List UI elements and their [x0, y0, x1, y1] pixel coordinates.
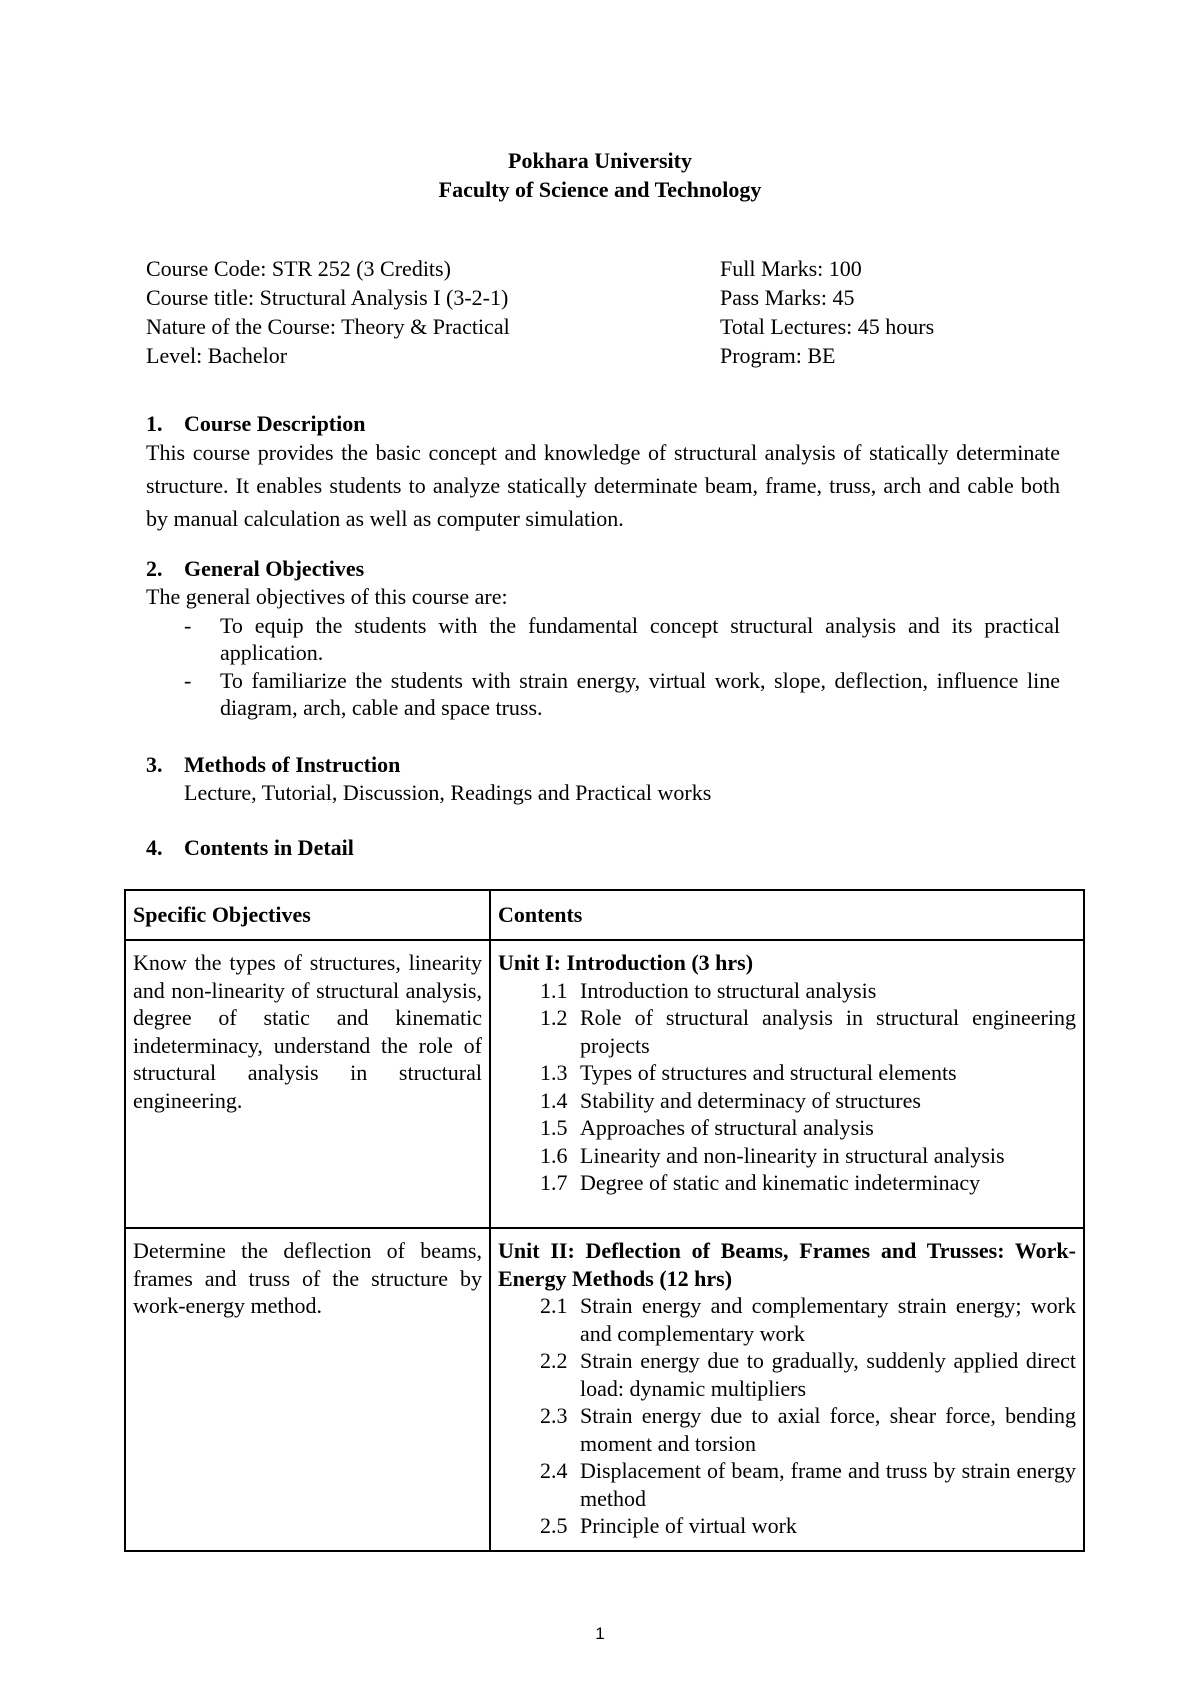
header-specific-objectives: Specific Objectives [125, 890, 490, 940]
item-number: 1.3 [540, 1060, 568, 1085]
item-number: 2.4 [540, 1458, 568, 1483]
document-header [0, 147, 1200, 205]
page-number: 1 [595, 1624, 605, 1643]
item-text: Introduction to structural analysis [580, 977, 877, 1003]
dash-marker: - [184, 613, 192, 638]
unit-title: Unit I: Introduction (3 hrs) [498, 950, 754, 975]
list-item [498, 1004, 1076, 1059]
course-code: Course Code: STR 252 (3 Credits) [146, 256, 451, 281]
section-number: 2. [146, 556, 163, 581]
item-text: Types of structures and structural elements [580, 1060, 957, 1085]
item-number: 1.1 [540, 977, 568, 1003]
table-row [125, 1228, 1084, 1551]
course-description-text: This course provides the basic concept and knowledge of structural analysis of statically determinate structure. It enables students to analyze statically determinate beam, frame, truss, arch and cable both by manual calculation as well as computer simulation. [146, 440, 1060, 531]
section-2-heading [146, 555, 364, 583]
faculty-name: Faculty of Science and Technology [438, 177, 762, 202]
table-header-row [125, 890, 1084, 940]
list-item [498, 1087, 1076, 1115]
section-number: 4. [146, 835, 163, 860]
item-text: Degree of static and kinematic indeterminacy [580, 1170, 981, 1195]
section-number: 1. [146, 411, 163, 436]
list-item [498, 1292, 1076, 1347]
unit-title: Unit II: Deflection of Beams, Frames and Trusses: Work-Energy Methods (12 hrs) [498, 1238, 1076, 1291]
objective-text: To equip the students with the fundamental concept structural analysis and its practical application. [220, 613, 1060, 665]
program: Program: BE [720, 343, 836, 368]
objective-bullet [184, 612, 1060, 666]
item-number: 2.3 [540, 1403, 568, 1428]
contents-table [124, 889, 1085, 1552]
course-level: Level: Bachelor [146, 343, 288, 368]
item-number: 1.2 [540, 1005, 568, 1030]
course-nature: Nature of the Course: Theory & Practical [146, 314, 510, 339]
item-text: Approaches of structural analysis [580, 1115, 874, 1140]
section-title: Contents in Detail [184, 835, 354, 860]
list-item [498, 1142, 1076, 1170]
item-text: Linearity and non-linearity in structural analysis [580, 1142, 1005, 1168]
course-title: Course title: Structural Analysis I (3-2-1) [146, 285, 509, 310]
item-text: Stability and determinacy of structures [580, 1087, 921, 1113]
contents-cell [490, 1228, 1084, 1551]
item-number: 2.1 [540, 1293, 568, 1318]
section-3-heading [146, 751, 400, 779]
objective-cell: Know the types of structures, linearity and non-linearity of structural analysis, degree of static and kinematic indeterminacy, understand the role of structural analysis in structural engineering. [125, 940, 490, 1228]
list-item [498, 1402, 1076, 1457]
methods-of-instruction-text: Lecture, Tutorial, Discussion, Readings and Practical works [184, 780, 712, 805]
list-item [498, 1114, 1076, 1142]
dash-marker: - [184, 668, 192, 693]
total-lectures: Total Lectures: 45 hours [720, 314, 935, 339]
section-title: General Objectives [184, 556, 365, 581]
item-text: Principle of virtual work [580, 1513, 797, 1538]
list-item [498, 1457, 1076, 1512]
section-number: 3. [146, 752, 163, 777]
item-number: 2.2 [540, 1348, 568, 1373]
item-number: 1.4 [540, 1087, 568, 1113]
list-item [498, 1059, 1076, 1087]
objective-bullet [184, 667, 1060, 721]
full-marks: Full Marks: 100 [720, 256, 862, 281]
university-name: Pokhara University [508, 148, 692, 173]
pass-marks: Pass Marks: 45 [720, 285, 855, 310]
contents-cell [490, 940, 1084, 1228]
list-item [498, 1347, 1076, 1402]
objective-text: To familiarize the students with strain energy, virtual work, slope, deflection, influence line diagram, arch, cable and space truss. [220, 668, 1060, 720]
item-text: Strain energy due to gradually, suddenly applied direct load: dynamic multipliers [580, 1348, 1076, 1401]
item-text: Strain energy and complementary strain energy; work and complementary work [580, 1293, 1076, 1346]
section-title: Course Description [184, 411, 366, 436]
item-number: 1.5 [540, 1115, 568, 1140]
table-row [125, 940, 1084, 1228]
item-text: Displacement of beam, frame and truss by strain energy method [580, 1458, 1076, 1511]
header-contents: Contents [490, 890, 1084, 940]
objective-cell: Determine the deflection of beams, frames and truss of the structure by work-energy method. [125, 1228, 490, 1551]
course-meta [146, 255, 1106, 371]
item-text: Role of structural analysis in structural engineering projects [580, 1005, 1076, 1058]
section-title: Methods of Instruction [184, 752, 401, 777]
item-text: Strain energy due to axial force, shear force, bending moment and torsion [580, 1403, 1076, 1456]
objectives-intro: The general objectives of this course are: [146, 584, 508, 609]
list-item [498, 1169, 1076, 1197]
item-number: 2.5 [540, 1513, 568, 1538]
section-4-heading [146, 834, 354, 862]
list-item [498, 1512, 1076, 1540]
item-number: 1.6 [540, 1142, 568, 1168]
item-number: 1.7 [540, 1170, 568, 1195]
list-item [498, 977, 1076, 1005]
section-1-heading [146, 410, 365, 438]
